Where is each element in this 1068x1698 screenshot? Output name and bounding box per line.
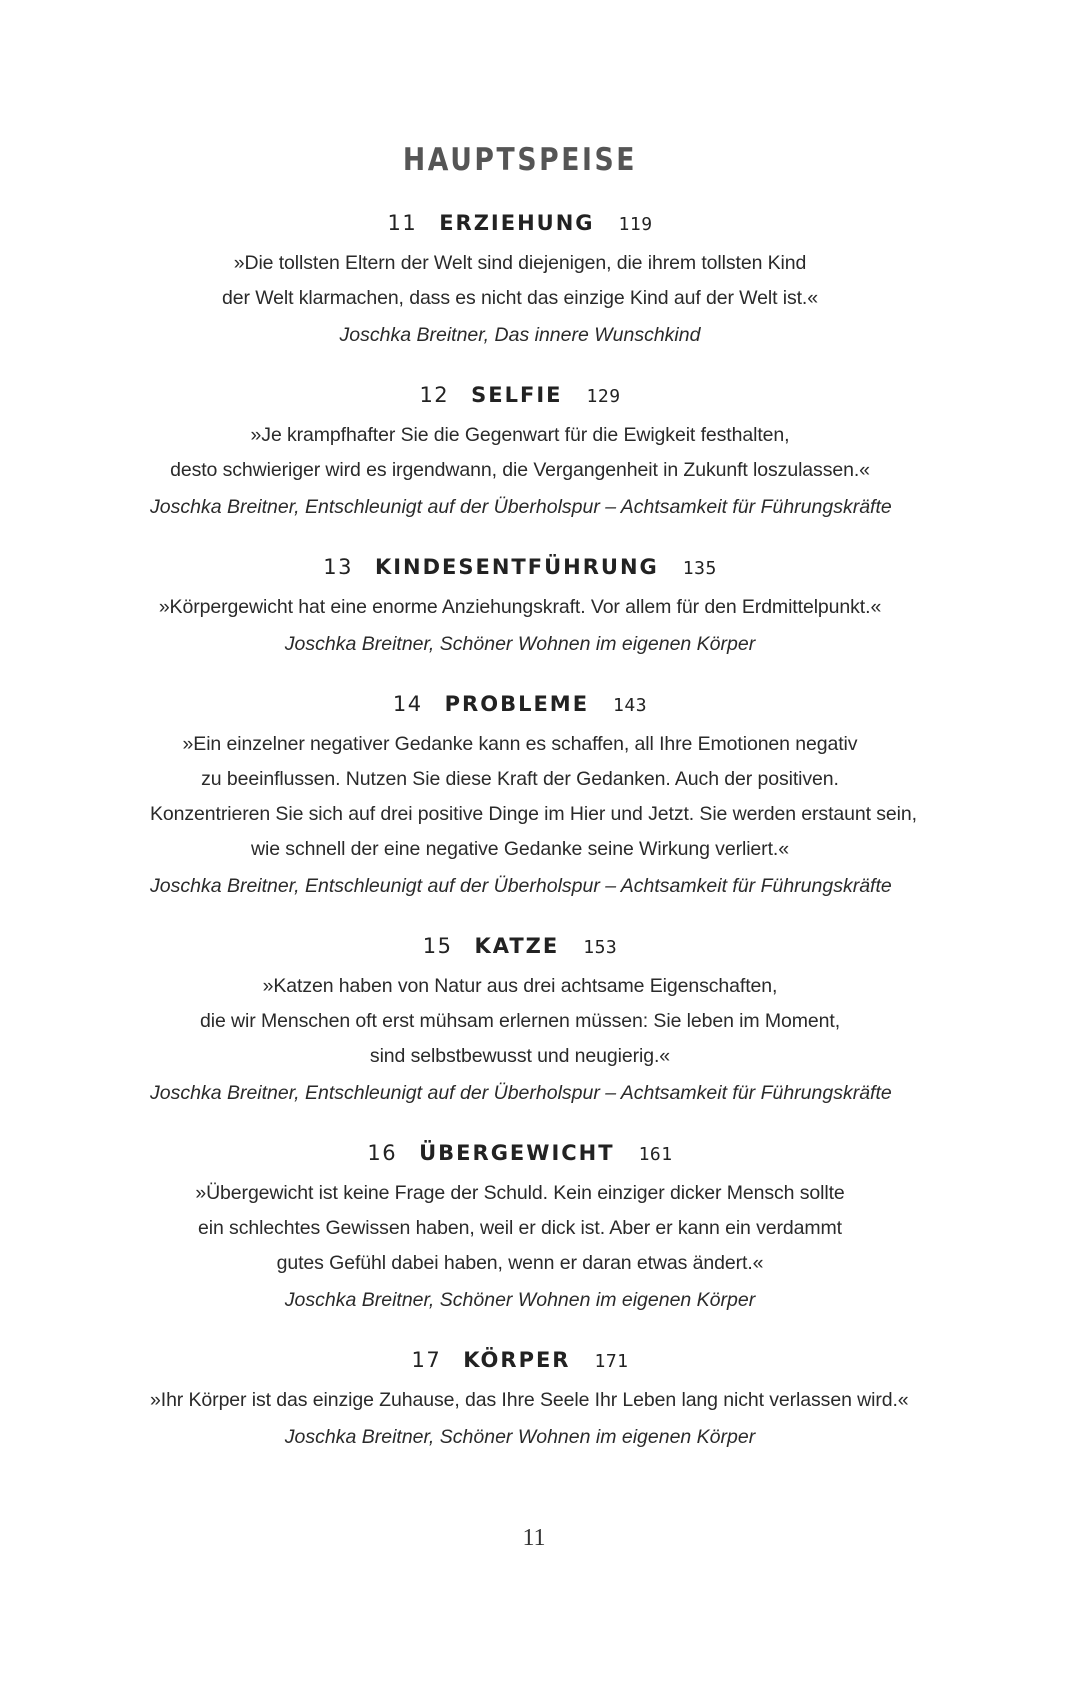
quote-line: »Übergewicht ist keine Frage der Schuld. Kein einziger dicker Mensch sollte xyxy=(195,1182,845,1204)
entry-heading xyxy=(150,208,890,240)
chapter-page: 171 xyxy=(594,1351,629,1372)
chapter-title: ERZIEHUNG xyxy=(439,211,595,235)
quote-line: der Welt klarmachen, dass es nicht das einzige Kind auf der Welt ist.« xyxy=(222,287,818,309)
toc-entry-11 xyxy=(150,208,890,352)
chapter-page: 161 xyxy=(638,1144,673,1165)
quote-line: zu beeinflussen. Nutzen Sie diese Kraft der Gedanken. Auch der positiven. xyxy=(201,768,839,790)
entry-heading xyxy=(150,931,890,963)
entry-heading xyxy=(150,552,890,584)
chapter-page: 119 xyxy=(618,214,653,235)
chapter-page: 143 xyxy=(613,695,648,716)
quote-line: wie schnell der eine negative Gedanke seine Wirkung verliert.« xyxy=(251,838,789,860)
quote-line: »Ein einzelner negativer Gedanke kann es schaffen, all Ihre Emotionen negativ xyxy=(182,733,858,755)
quote-line: »Je krampfhafter Sie die Gegenwart für die Ewigkeit festhalten, xyxy=(250,424,790,446)
entry-heading xyxy=(150,1138,890,1170)
quote-source: Joschka Breitner, Schöner Wohnen im eigenen Körper xyxy=(284,1289,756,1311)
chapter-number: 16 xyxy=(367,1141,398,1165)
entry-heading xyxy=(150,689,890,721)
quote-line: »Ihr Körper ist das einzige Zuhause, das Ihre Seele Ihr Leben lang nicht verlassen wird.« xyxy=(150,1389,909,1411)
chapter-number: 17 xyxy=(411,1348,442,1372)
quote-source: Joschka Breitner, Schöner Wohnen im eigenen Körper xyxy=(284,633,756,655)
quote-line: ein schlechtes Gewissen haben, weil er dick ist. Aber er kann ein verdammt xyxy=(198,1217,842,1239)
chapter-title: PROBLEME xyxy=(444,692,590,716)
chapter-number: 14 xyxy=(392,692,423,716)
quote-line: die wir Menschen oft erst mühsam erlernen müssen: Sie leben im Moment, xyxy=(199,1010,841,1032)
chapter-title: SELFIE xyxy=(471,383,563,407)
quote-source: Joschka Breitner, Entschleunigt auf der Überholspur – Achtsamkeit für Führungskräfte xyxy=(150,496,892,518)
chapter-title: KINDESENTFÜHRUNG xyxy=(374,555,659,579)
quote-line: sind selbstbewusst und neugierig.« xyxy=(369,1045,671,1067)
quote-line: »Körpergewicht hat eine enorme Anziehungskraft. Vor allem für den Erdmittelpunkt.« xyxy=(158,596,882,618)
chapter-number: 15 xyxy=(422,934,453,958)
quote-line: »Die tollsten Eltern der Welt sind diejenigen, die ihrem tollsten Kind xyxy=(233,252,807,274)
table-of-contents xyxy=(150,140,917,1482)
quote-line: gutes Gefühl dabei haben, wenn er daran etwas ändert.« xyxy=(276,1252,764,1274)
page-number: 11 xyxy=(522,1525,546,1551)
chapter-number: 12 xyxy=(419,383,450,407)
toc-entry-17 xyxy=(150,1345,909,1454)
quote-line: »Katzen haben von Natur aus drei achtsame Eigenschaften, xyxy=(262,975,778,997)
toc-entry-15 xyxy=(150,931,890,1110)
chapter-title: KATZE xyxy=(474,934,560,958)
quote-source: Joschka Breitner, Das innere Wunschkind xyxy=(339,324,701,346)
chapter-number: 11 xyxy=(387,211,418,235)
quote-line: Konzentrieren Sie sich auf drei positive Dinge im Hier und Jetzt. Sie werden erstaunt sein, xyxy=(150,803,917,825)
entry-heading xyxy=(150,1345,890,1377)
toc-entry-12 xyxy=(150,380,890,524)
toc-entry-16 xyxy=(150,1138,890,1317)
quote-source: Joschka Breitner, Schöner Wohnen im eigenen Körper xyxy=(284,1426,756,1448)
entry-heading xyxy=(150,380,890,412)
chapter-page: 153 xyxy=(583,937,618,958)
chapter-page: 129 xyxy=(586,386,621,407)
chapter-page: 135 xyxy=(682,558,717,579)
quote-line: desto schwieriger wird es irgendwann, die Vergangenheit in Zukunft loszulassen.« xyxy=(170,459,870,481)
chapter-title: KÖRPER xyxy=(463,1348,571,1372)
section-title: HAUPTSPEISE xyxy=(402,142,638,178)
toc-entry-13 xyxy=(150,552,890,661)
toc-entry-14 xyxy=(150,689,917,903)
chapter-title: ÜBERGEWICHT xyxy=(419,1141,615,1165)
quote-source: Joschka Breitner, Entschleunigt auf der Überholspur – Achtsamkeit für Führungskräfte xyxy=(150,875,892,897)
chapter-number: 13 xyxy=(323,555,353,579)
quote-source: Joschka Breitner, Entschleunigt auf der Überholspur – Achtsamkeit für Führungskräfte xyxy=(150,1082,892,1104)
